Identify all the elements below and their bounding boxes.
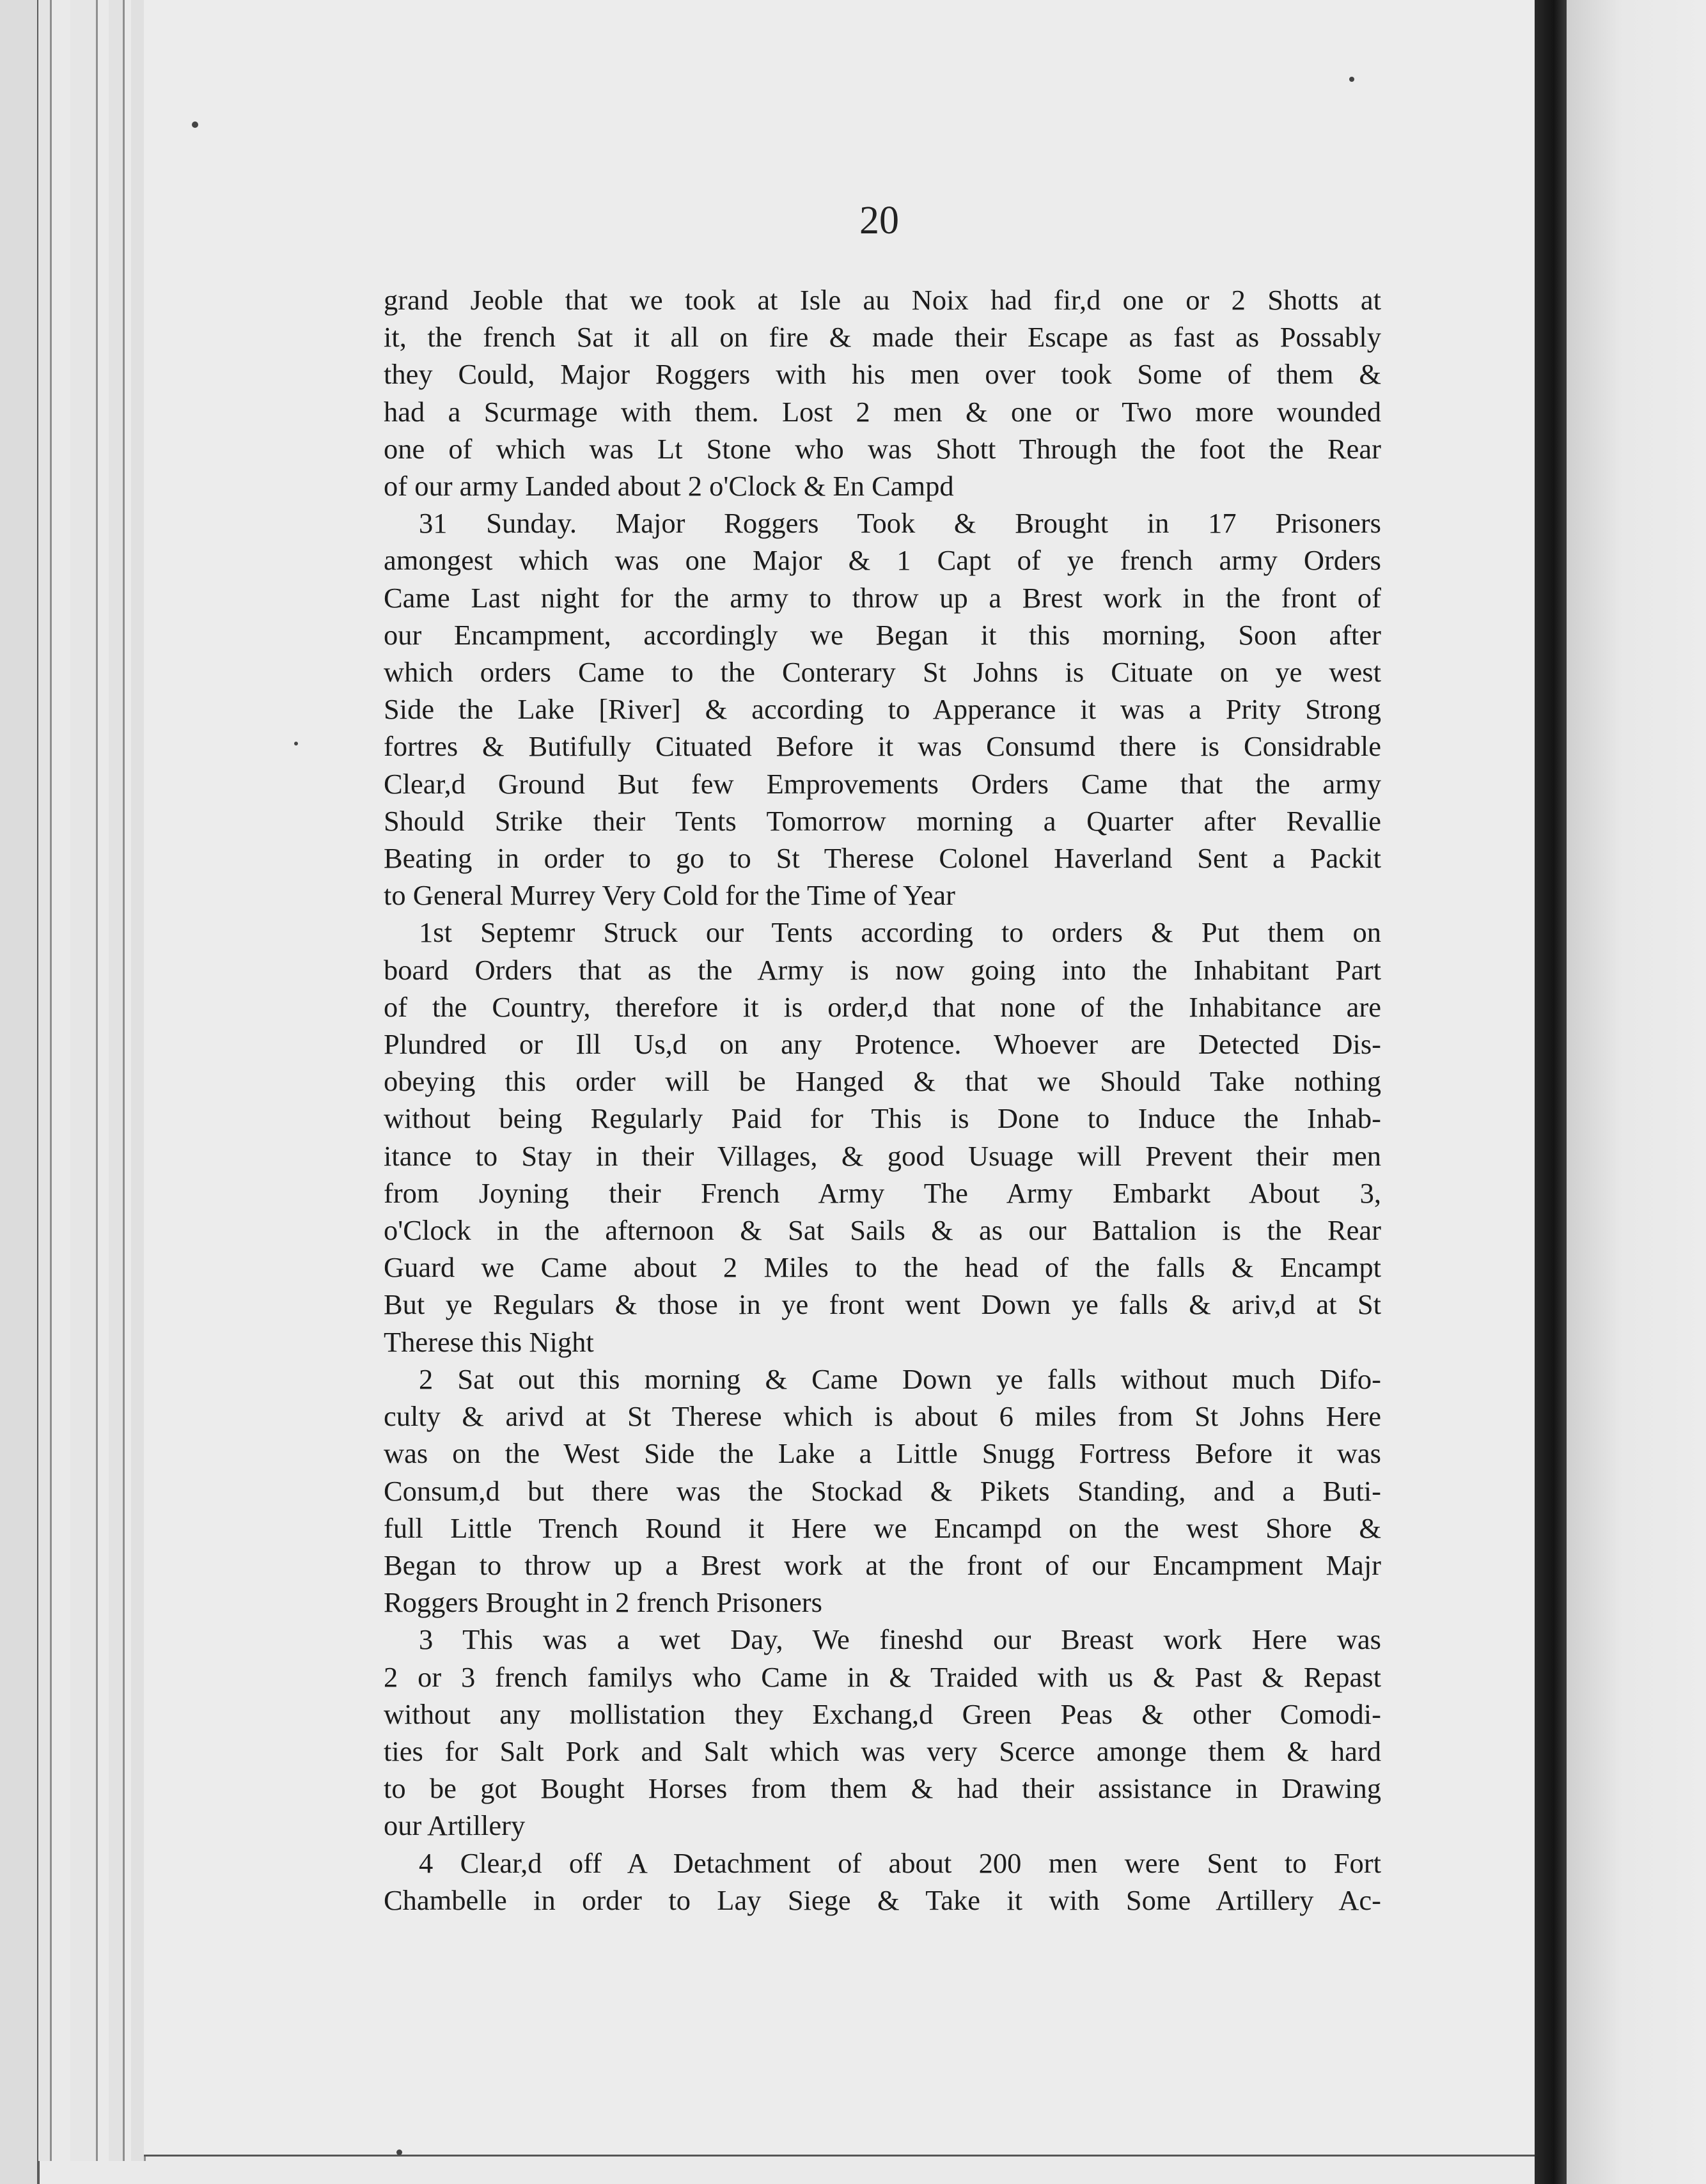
text-line: Consum,d but there was the Stockad & Pikets Standing, and a Buti- xyxy=(384,1474,1381,1507)
text-line: Began to throw up a Brest work at the front of our Encampment Majr xyxy=(384,1548,1381,1581)
text-line: amongest which was one Major & 1 Capt of ye french army Orders xyxy=(384,544,1381,577)
text-line: without any mollistation they Exchang,d Green Peas & other Comodi- xyxy=(384,1697,1381,1730)
page-body-text xyxy=(384,281,1381,1919)
text-line: it, the french Sat it all on fire & made their Escape as fast as Possably xyxy=(384,321,1381,354)
page-edge xyxy=(109,0,125,2161)
text-line: But ye Regulars & those in ye front went Down ye falls & ariv,d at St xyxy=(384,1288,1381,1321)
text-line: culty & arivd at St Therese which is about 6 miles from St Johns Here xyxy=(384,1400,1381,1433)
text-line: Came Last night for the army to throw up a Brest work in the front of xyxy=(384,581,1381,614)
text-line: Chambelle in order to Lay Siege & Take it with Some Artillery Ac- xyxy=(384,1884,1381,1916)
text-line: to be got Bought Horses from them & had their assistance in Drawing xyxy=(384,1772,1381,1805)
text-line: ties for Salt Pork and Salt which was very Scerce amonge them & hard xyxy=(384,1735,1381,1767)
text-line: Plundred or Ill Us,d on any Protence. Whoever are Detected Dis- xyxy=(384,1028,1381,1061)
text-line: fortres & Butifully Cituated Before it was Consumd there is Considrable xyxy=(384,730,1381,763)
dust-speck xyxy=(396,2149,402,2155)
text-line: 1st Septemr Struck our Tents according to orders & Put them on xyxy=(419,916,1381,949)
text-line: Should Strike their Tents Tomorrow morning a Quarter after Revallie xyxy=(384,804,1381,837)
text-line: itance to Stay in their Villages, & good Usuage will Prevent their men xyxy=(384,1139,1381,1172)
next-page-edge xyxy=(1567,0,1706,2184)
text-line: which orders Came to the Conterary St Johns is Cituate on ye west xyxy=(384,656,1381,689)
text-line: board Orders that as the Army is now going into the Inhabitant Part xyxy=(384,953,1381,986)
text-line: grand Jeoble that we took at Isle au Noix had fir,d one or 2 Shotts at xyxy=(384,284,1381,316)
dust-speck xyxy=(1349,77,1354,82)
text-line: Side the Lake [River] & according to Apperance it was a Prity Strong xyxy=(384,693,1381,726)
text-line: they Could, Major Roggers with his men over took Some of them & xyxy=(384,358,1381,391)
text-line: our Artillery xyxy=(384,1809,526,1842)
text-line: full Little Trench Round it Here we Encampd on the west Shore & xyxy=(384,1511,1381,1544)
text-line: to General Murrey Very Cold for the Time of Year xyxy=(384,879,955,912)
text-line: 3 This was a wet Day, We fineshd our Breast work Here was xyxy=(419,1623,1381,1656)
text-line: obeying this order will be Hanged & that we Should Take nothing xyxy=(384,1065,1381,1098)
page-edge xyxy=(38,0,52,2161)
text-line: Roggers Brought in 2 french Prisoners xyxy=(384,1586,822,1619)
text-line: Beating in order to go to St Therese Colonel Haverland Sent a Packit xyxy=(384,842,1381,875)
text-line: 31 Sunday. Major Roggers Took & Brought in 17 Prisoners xyxy=(419,507,1381,540)
dust-speck xyxy=(192,121,198,128)
book-gutter xyxy=(1535,0,1567,2184)
page-edge xyxy=(70,0,98,2161)
text-line: of our army Landed about 2 o'Clock & En Campd xyxy=(384,470,954,503)
text-line: Clear,d Ground But few Emprovements Orders Came that the army xyxy=(384,767,1381,800)
text-line: from Joyning their French Army The Army Embarkt About 3, xyxy=(384,1176,1381,1209)
dust-speck xyxy=(294,742,298,745)
text-line: had a Scurmage with them. Lost 2 men & one or Two more wounded xyxy=(384,395,1381,428)
text-line: was on the West Side the Lake a Little Snugg Fortress Before it was xyxy=(384,1437,1381,1470)
text-line: our Encampment, accordingly we Began it this morning, Soon after xyxy=(384,618,1381,651)
text-line: of the Country, therefore it is order,d that none of the Inhabitance are xyxy=(384,990,1381,1023)
text-line: without being Regularly Paid for This is Done to Induce the Inhab- xyxy=(384,1102,1381,1135)
text-line: 2 or 3 french familys who Came in & Traided with us & Past & Repast xyxy=(384,1660,1381,1693)
text-line: o'Clock in the afternoon & Sat Sails & as our Battalion is the Rear xyxy=(384,1214,1381,1247)
text-line: Guard we Came about 2 Miles to the head of the falls & Encampt xyxy=(384,1251,1381,1284)
text-line: one of which was Lt Stone who was Shott Through the foot the Rear xyxy=(384,432,1381,465)
text-line: Therese this Night xyxy=(384,1325,594,1358)
text-line: 2 Sat out this morning & Came Down ye falls without much Difo- xyxy=(419,1362,1381,1395)
page-number: 20 xyxy=(859,199,899,242)
text-line: 4 Clear,d off A Detachment of about 200 men were Sent to Fort xyxy=(419,1846,1381,1879)
book-binding-edge xyxy=(0,0,40,2184)
